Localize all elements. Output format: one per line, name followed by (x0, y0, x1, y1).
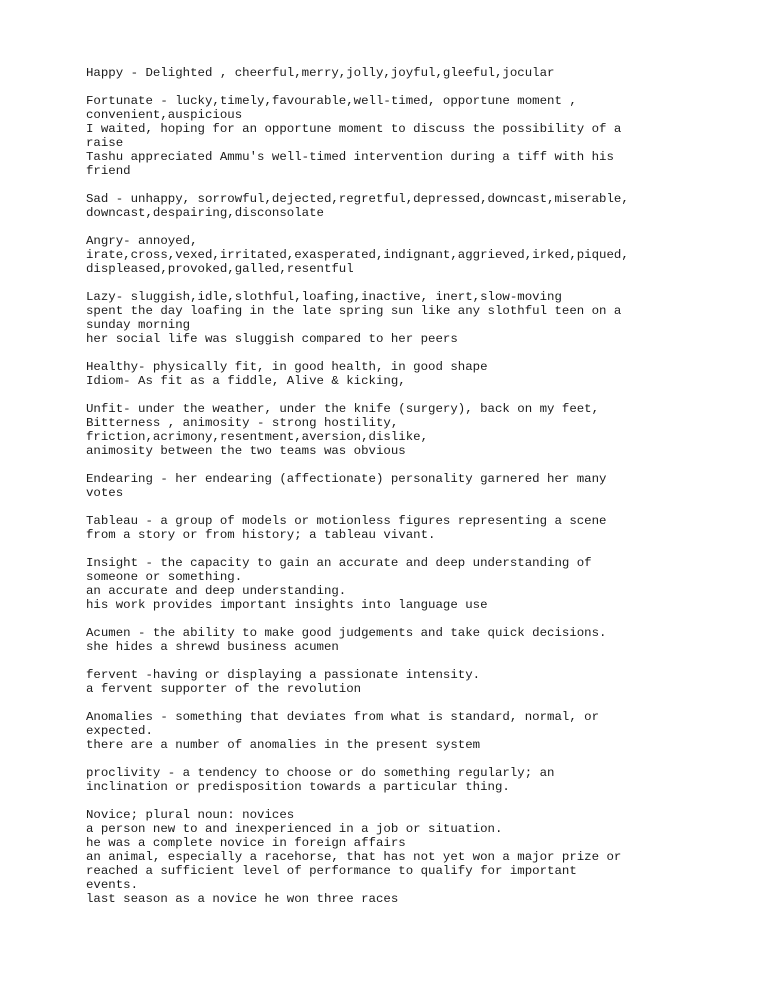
text-line: Lazy- sluggish,idle,slothful,loafing,inactive, inert,slow-moving (86, 290, 562, 304)
text-line: there are a number of anomalies in the present system (86, 738, 481, 752)
text-line: his work provides important insights into language use (86, 598, 488, 612)
text-line: Healthy- physically fit, in good health, in good shape (86, 360, 488, 374)
entry-fervent (86, 668, 756, 696)
text-line: reached a sufficient level of performance to qualify for important (86, 864, 577, 878)
text-line: friction,acrimony,resentment,aversion,dislike, (86, 430, 429, 444)
text-line: fervent -having or displaying a passionate intensity. (86, 668, 481, 682)
text-line: sunday morning (86, 318, 191, 332)
entry-unfit (86, 402, 756, 458)
text-line: Sad - unhappy, sorrowful,dejected,regretful,depressed,downcast,miserable, (86, 192, 629, 206)
text-line: raise (86, 136, 124, 150)
entry-endearing (86, 472, 756, 500)
entry-lazy (86, 290, 756, 346)
text-line: from a story or from history; a tableau vivant. (86, 528, 436, 542)
entry-angry (86, 234, 756, 276)
document-body (86, 66, 756, 920)
text-line: an accurate and deep understanding. (86, 584, 347, 598)
text-line: Bitterness , animosity - strong hostility, (86, 416, 399, 430)
text-line: Novice; plural noun: novices (86, 808, 295, 822)
text-line: irate,cross,vexed,irritated,exasperated,indignant,aggrieved,irked,piqued, (86, 248, 629, 262)
entry-proclivity (86, 766, 756, 794)
text-line: he was a complete novice in foreign affairs (86, 836, 406, 850)
text-line: she hides a shrewd business acumen (86, 640, 339, 654)
text-line: animosity between the two teams was obvious (86, 444, 406, 458)
text-line: Unfit- under the weather, under the knife (surgery), back on my feet, (86, 402, 600, 416)
text-line: last season as a novice he won three races (86, 892, 399, 906)
text-line: Idiom- As fit as a fiddle, Alive & kicking, (86, 374, 406, 388)
text-line: Happy - Delighted , cheerful,merry,jolly,joyful,gleeful,jocular (86, 66, 555, 80)
text-line: votes (86, 486, 124, 500)
text-line: someone or something. (86, 570, 243, 584)
text-line: Fortunate - lucky,timely,favourable,well-timed, opportune moment , (86, 94, 577, 108)
text-line: downcast,despairing,disconsolate (86, 206, 324, 220)
text-line: Angry- annoyed, (86, 234, 198, 248)
text-line: a fervent supporter of the revolution (86, 682, 362, 696)
text-line: spent the day loafing in the late spring sun like any slothful teen on a (86, 304, 622, 318)
entry-anomalies (86, 710, 756, 752)
text-line: events. (86, 878, 139, 892)
text-line: Endearing - her endearing (affectionate) personality garnered her many (86, 472, 607, 486)
entry-happy (86, 66, 756, 80)
entry-sad (86, 192, 756, 220)
text-line: Insight - the capacity to gain an accurate and deep understanding of (86, 556, 592, 570)
text-line: Anomalies - something that deviates from what is standard, normal, or (86, 710, 600, 724)
entry-acumen (86, 626, 756, 654)
text-line: expected. (86, 724, 153, 738)
text-line: Tableau - a group of models or motionless figures representing a scene (86, 514, 607, 528)
text-line: her social life was sluggish compared to her peers (86, 332, 458, 346)
text-line: friend (86, 164, 131, 178)
text-line: convenient,auspicious (86, 108, 243, 122)
text-line: displeased,provoked,galled,resentful (86, 262, 354, 276)
text-line: inclination or predisposition towards a particular thing. (86, 780, 510, 794)
text-line: an animal, especially a racehorse, that has not yet won a major prize or (86, 850, 622, 864)
text-line: a person new to and inexperienced in a job or situation. (86, 822, 503, 836)
text-line: Acumen - the ability to make good judgements and take quick decisions. (86, 626, 607, 640)
text-line: proclivity - a tendency to choose or do something regularly; an (86, 766, 555, 780)
entry-healthy (86, 360, 756, 388)
entry-insight (86, 556, 756, 612)
entry-tableau (86, 514, 756, 542)
text-line: Tashu appreciated Ammu's well-timed intervention during a tiff with his (86, 150, 614, 164)
entry-fortunate (86, 94, 756, 178)
entry-novice (86, 808, 756, 906)
text-line: I waited, hoping for an opportune moment to discuss the possibility of a (86, 122, 622, 136)
